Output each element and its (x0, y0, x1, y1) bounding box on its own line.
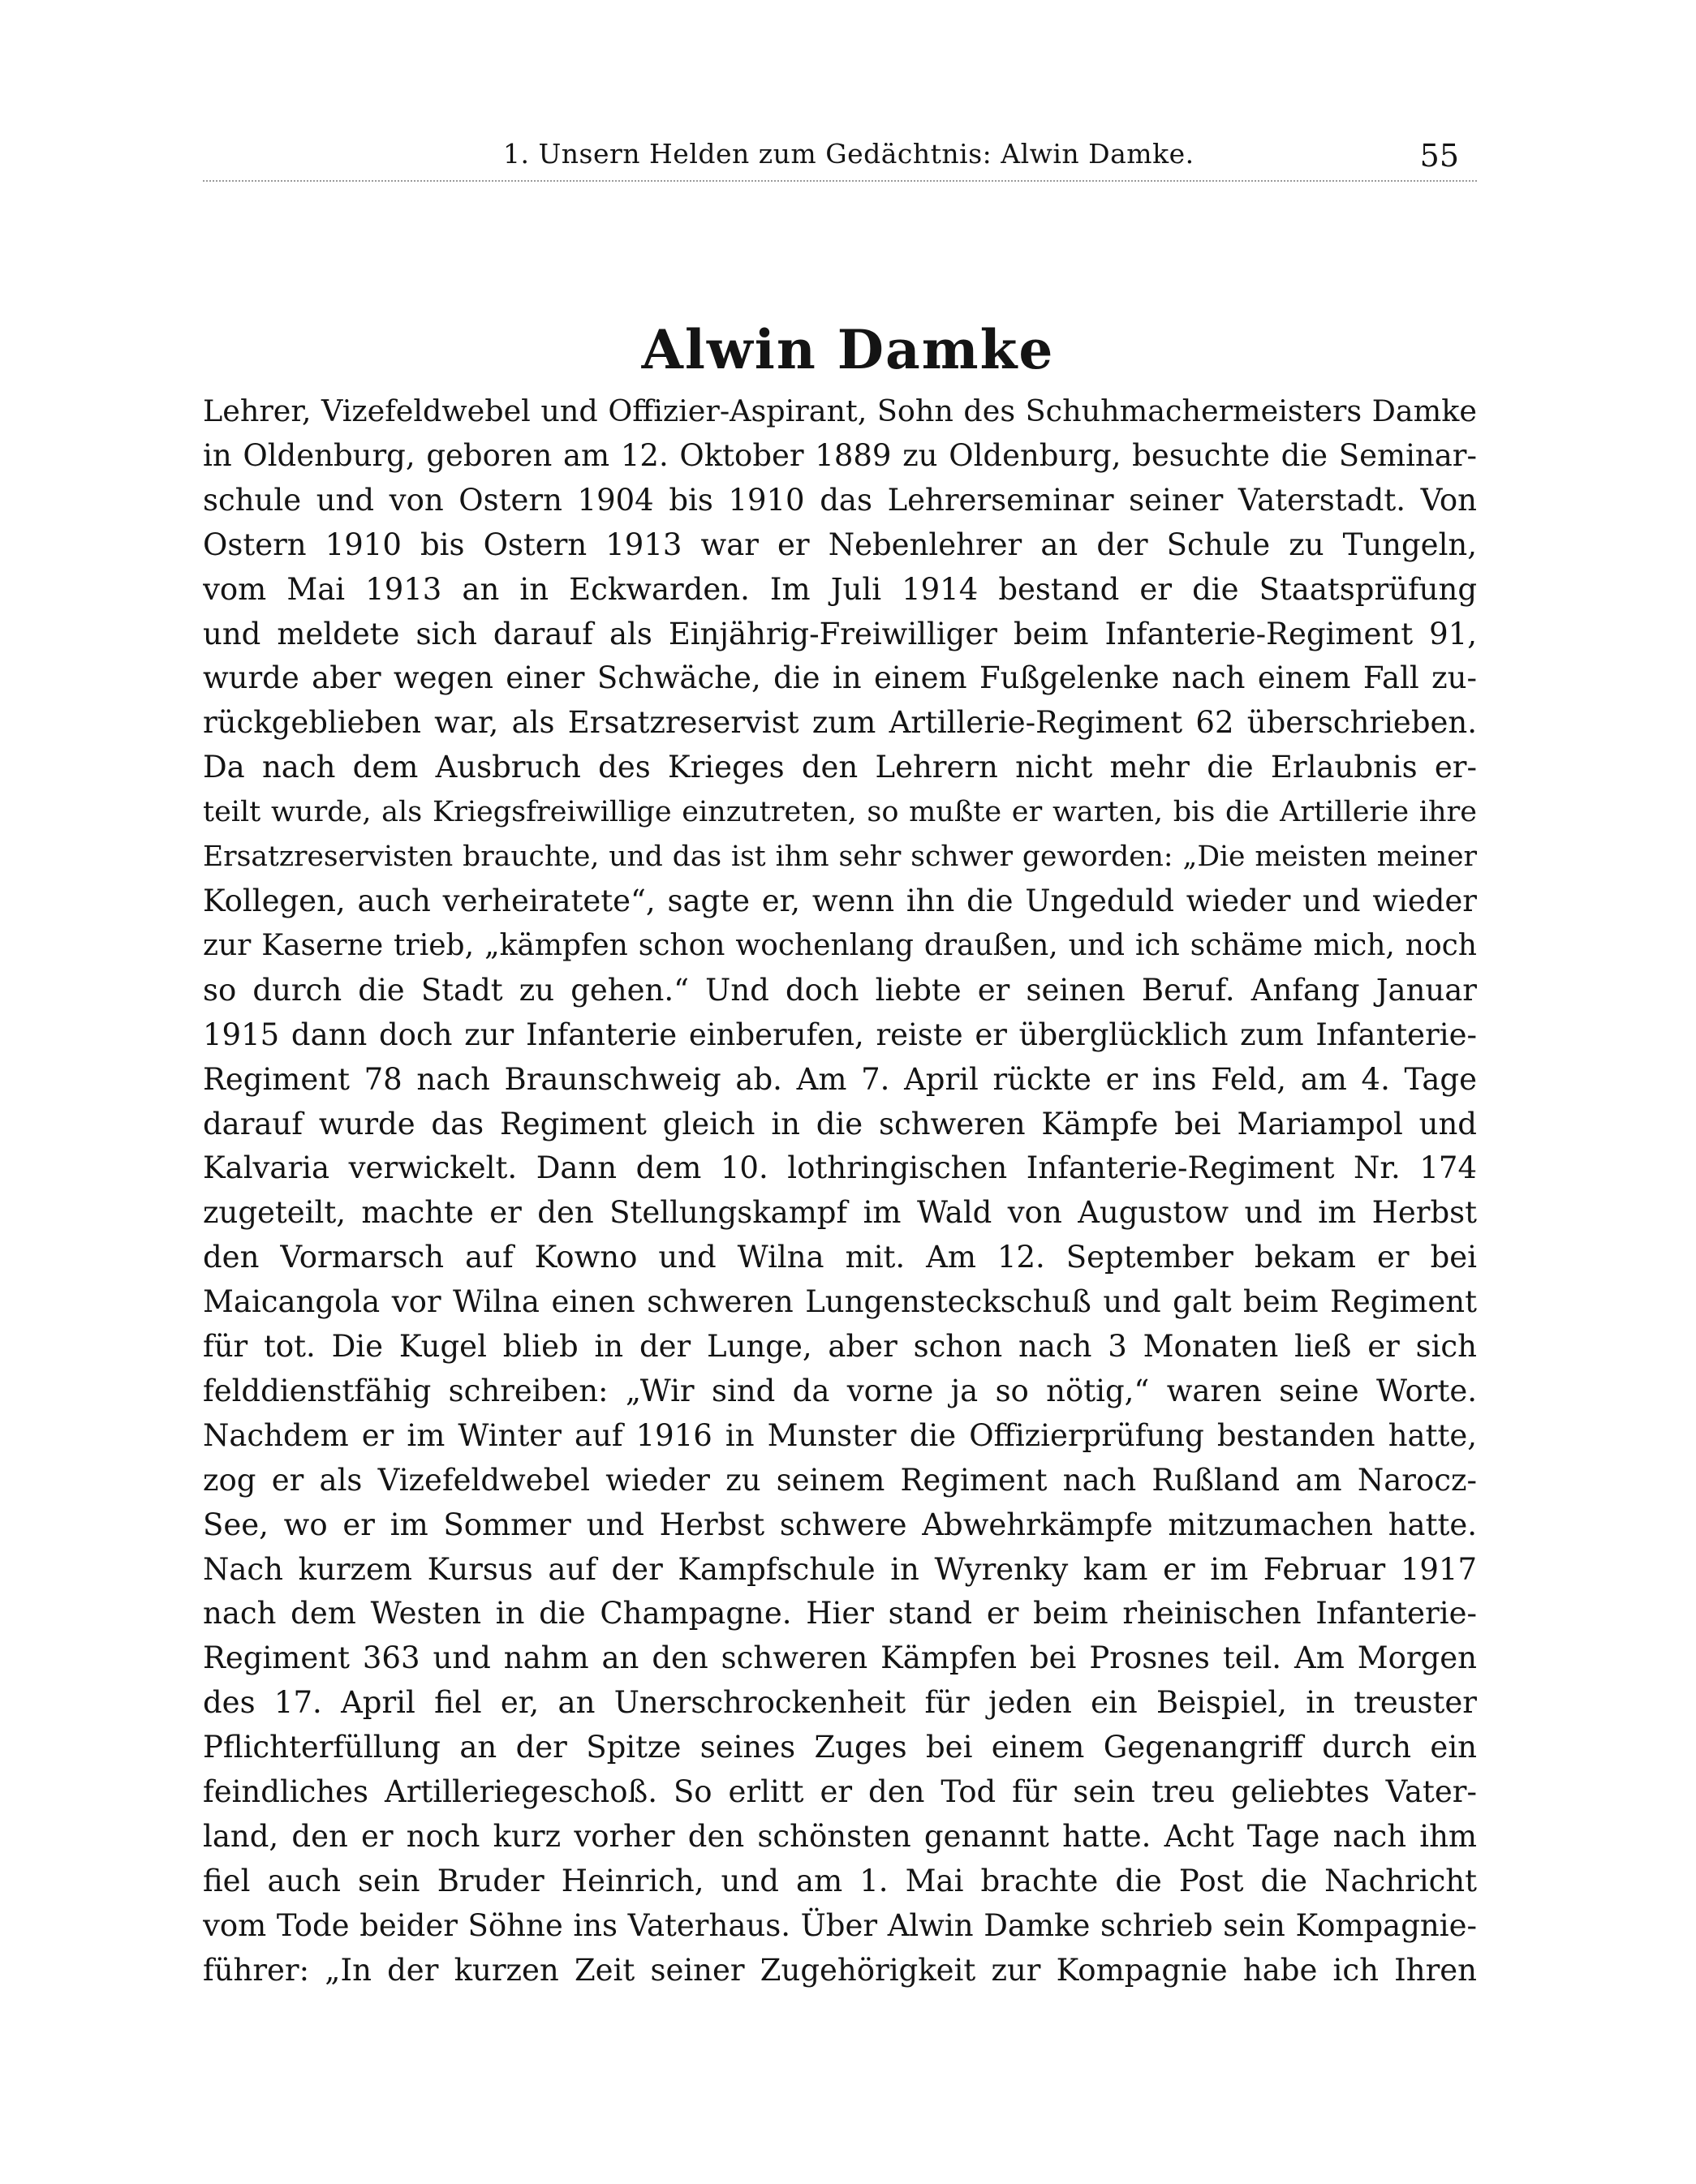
text-line: Ersatzreservisten brauchte, und das ist ihm sehr schwer geworden: „Die meisten meiner (203, 840, 1477, 874)
text-line: land, den er noch kurz vorher den schönsten genannt hatte. Acht Tage nach ihm (203, 1819, 1477, 1854)
article-title: Alwin Damke (641, 318, 1055, 381)
text-line: See, wo er im Sommer und Herbst schwere Abwehrkämpfe mitzumachen hatte. (203, 1507, 1477, 1542)
text-line: nach dem Westen in die Champagne. Hier stand er beim rheinischen Infanterie- (203, 1596, 1477, 1632)
text-line: den Vormarsch auf Kowno und Wilna mit. Am 12. September bekam er bei (203, 1240, 1477, 1275)
text-line: Ostern 1910 bis Ostern 1913 war er Nebenlehrer an der Schule zu Tungeln, (203, 527, 1477, 562)
text-line: 1915 dann doch zur Infanterie einberufen, reiste er überglücklich zum Infanterie- (203, 1017, 1477, 1052)
text-line: Lehrer, Vizefeldwebel und Offizier-Aspirant, Sohn des Schuhmachermeisters Damke (203, 393, 1477, 428)
text-line: Da nach dem Ausbruch des Krieges den Lehrern nicht mehr die Erlaubnis er- (203, 750, 1477, 785)
text-line: Nachdem er im Winter auf 1916 in Munster die Offizierprüfung bestanden hatte, (203, 1417, 1477, 1453)
text-line: Nach kurzem Kursus auf der Kampfschule in Wyrenky kam er im Februar 1917 (203, 1551, 1477, 1587)
text-line: teilt wurde, als Kriegsfreiwillige einzutreten, so mußte er warten, bis die Artillerie ihre (203, 796, 1477, 829)
text-line: und meldete sich darauf als Einjährig-Freiwilliger beim Infanterie-Regiment 91, (203, 616, 1477, 651)
text-line: zog er als Vizefeldwebel wieder zu seinem Regiment nach Rußland am Narocz- (203, 1462, 1477, 1498)
text-line: zur Kaserne trieb, „kämpfen schon wochenlang draußen, und ich schäme mich, noch (203, 928, 1477, 962)
text-line: feindliches Artilleriegeschoß. So erlitt er den Tod für sein treu geliebtes Vater- (203, 1774, 1477, 1810)
text-line: rückgeblieben war, als Ersatzreservist zum Artillerie-Regiment 62 überschrieben. (203, 705, 1477, 741)
text-line: des 17. April fiel er, an Unerschrockenheit für jeden ein Beispiel, in treuster (203, 1685, 1477, 1721)
text-line: wurde aber wegen einer Schwäche, die in einem Fußgelenke nach einem Fall zu- (203, 660, 1477, 696)
text-line: zugeteilt, machte er den Stellungskampf im Wald von Augustow und im Herbst (203, 1195, 1477, 1231)
running-title: 1. Unsern Helden zum Gedächtnis: Alwin Damke. (503, 138, 1195, 170)
page-number: 55 (1419, 138, 1459, 174)
header-divider (203, 180, 1477, 182)
text-line: vom Tode beider Söhne ins Vaterhaus. Über Alwin Damke schrieb sein Kompagnie- (203, 1907, 1477, 1943)
text-line: fiel auch sein Bruder Heinrich, und am 1. Mai brachte die Post die Nachricht (203, 1863, 1477, 1898)
text-line: Maicangola vor Wilna einen schweren Lungensteckschuß und galt beim Regiment (203, 1284, 1477, 1320)
text-line: Regiment 363 und nahm an den schweren Kämpfen bei Prosnes teil. Am Morgen (203, 1640, 1477, 1676)
text-line: so durch die Stadt zu gehen.“ Und doch liebte er seinen Beruf. Anfang Januar (203, 972, 1477, 1008)
running-head (203, 138, 1477, 180)
text-line: darauf wurde das Regiment gleich in die schweren Kämpfe bei Mariampol und (203, 1106, 1477, 1141)
text-line: Regiment 78 nach Braunschweig ab. Am 7. April rückte er ins Feld, am 4. Tage (203, 1061, 1477, 1097)
text-line: führer: „In der kurzen Zeit seiner Zugehörigkeit zur Kompagnie habe ich Ihren (203, 1952, 1477, 1988)
text-line: in Oldenburg, geboren am 12. Oktober 1889 zu Oldenburg, besuchte die Seminar- (203, 437, 1477, 473)
text-line: Kollegen, auch verheiratete“, sagte er, wenn ihn die Ungeduld wieder und wieder (203, 883, 1477, 918)
text-line: für tot. Die Kugel blieb in der Lunge, aber schon nach 3 Monaten ließ er sich (203, 1329, 1477, 1365)
text-line: felddienstfähig schreiben: „Wir sind da vorne ja so nötig,“ waren seine Worte. (203, 1373, 1477, 1408)
body-text (203, 389, 1477, 1993)
text-line: Pflichterfüllung an der Spitze seines Zuges bei einem Gegenangriff durch ein (203, 1730, 1477, 1765)
text-line: Kalvaria verwickelt. Dann dem 10. lothringischen Infanterie-Regiment Nr. 174 (203, 1150, 1477, 1186)
text-line: vom Mai 1913 an in Eckwarden. Im Juli 1914 bestand er die Staatsprüfung (203, 571, 1477, 607)
text-line: schule und von Ostern 1904 bis 1910 das Lehrerseminar seiner Vaterstadt. Von (203, 482, 1477, 518)
